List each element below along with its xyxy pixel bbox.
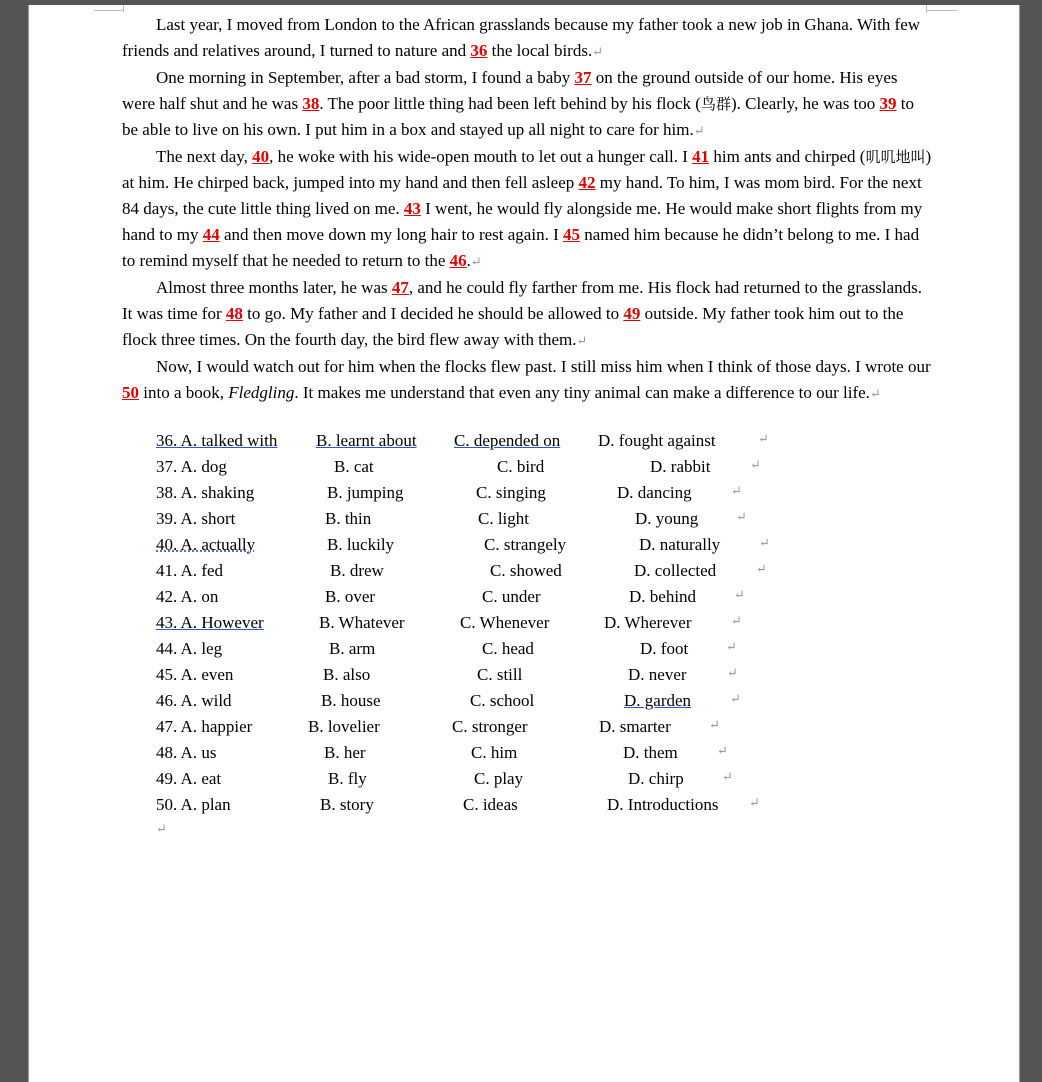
- option-d: D. garden: [624, 691, 692, 710]
- blank-45: 45: [562, 225, 580, 244]
- option-a: 47. A. happier: [156, 717, 253, 736]
- question-row-45: [156, 662, 856, 688]
- paragraph-mark: ↵: [734, 587, 745, 602]
- option-a: 50. A. plan: [156, 795, 231, 814]
- option-a: 48. A. us: [156, 743, 217, 762]
- question-row-46: [156, 688, 856, 714]
- cloze-passage: [122, 12, 932, 407]
- option-a: 38. A. shaking: [156, 483, 255, 502]
- option-c: C. light: [478, 509, 530, 528]
- option-b: B. arm: [329, 639, 376, 658]
- paragraph-mark: ↵: [756, 561, 767, 576]
- text: named him because he didn’t belong to me. I had to remind myself that he needed to return to the: [122, 225, 920, 270]
- paragraph-3: [122, 144, 932, 275]
- paragraph-mark: ↵: [731, 613, 742, 628]
- question-row-43: [156, 610, 856, 636]
- text: into a book,: [139, 383, 229, 402]
- option-a: 45. A. even: [156, 665, 234, 684]
- option-a: 41. A. fed: [156, 561, 224, 580]
- paragraph-5: [122, 354, 932, 407]
- option-c: C. still: [477, 665, 523, 684]
- option-c: C. head: [482, 639, 534, 658]
- text: ) at him. He chirped back, jumped into my hand and then fell asleep: [122, 147, 932, 192]
- question-row-41: [156, 558, 856, 584]
- paragraph-mark: ↵: [869, 386, 881, 401]
- text: outside. My father took him out to the flock three times. On the fourth day, the bird flew away with them.: [122, 304, 904, 349]
- question-row-39: [156, 506, 856, 532]
- blank-40: 40: [252, 147, 270, 166]
- blank-38: 38: [302, 94, 320, 113]
- question-row-44: [156, 636, 856, 662]
- option-b: B. jumping: [327, 483, 404, 502]
- blank-43: 43: [403, 199, 421, 218]
- text: to go. My father and I decided he should be allowed to: [242, 304, 624, 323]
- text: Now, I would watch out for him when the flocks flew past. I still miss him when I think of those days. I wrote our: [156, 357, 931, 376]
- chinese-gloss: 鸟群: [700, 95, 731, 113]
- option-c: C. strangely: [484, 535, 567, 554]
- blank-49: 49: [623, 304, 641, 323]
- question-row-42: [156, 584, 856, 610]
- option-c: C. singing: [476, 483, 546, 502]
- paragraph-mark: ↵: [717, 743, 728, 758]
- option-b: B. drew: [330, 561, 384, 580]
- option-c: C. bird: [497, 457, 545, 476]
- paragraph-mark: ↵: [726, 639, 737, 654]
- option-d: D. naturally: [639, 535, 721, 554]
- paragraph-mark: ↵: [750, 457, 761, 472]
- option-b: B. over: [325, 587, 376, 606]
- blank-44: 44: [202, 225, 220, 244]
- option-d: D. them: [623, 743, 678, 762]
- paragraph-mark: ↵: [592, 44, 604, 59]
- question-row-40: [156, 532, 856, 558]
- paragraph-mark: ↵: [731, 483, 742, 498]
- option-d: D. Introductions: [607, 795, 719, 814]
- option-d: D. young: [635, 509, 699, 528]
- option-c: C. under: [482, 587, 541, 606]
- option-d: D. smarter: [599, 717, 671, 736]
- option-c: C. depended on: [454, 431, 561, 450]
- book-title: Fledgling: [228, 383, 295, 402]
- blank-48: 48: [225, 304, 243, 323]
- option-a: 36. A. talked with: [156, 431, 278, 450]
- option-c: C. play: [474, 769, 524, 788]
- blank-42: 42: [578, 173, 596, 192]
- document-page: [28, 5, 1020, 1082]
- option-a: 40. A. actually: [156, 535, 256, 554]
- option-b: B. cat: [334, 457, 374, 476]
- option-a: 44. A. leg: [156, 639, 223, 658]
- paragraph-mark: ↵: [722, 769, 733, 784]
- paragraph-mark: ↵: [693, 123, 705, 138]
- option-a: 42. A. on: [156, 587, 219, 606]
- corner-mark-right: [927, 10, 957, 11]
- text: . The poor little thing had been left behind by his flock (: [319, 94, 701, 113]
- paragraph-mark: ↵: [730, 691, 741, 706]
- option-d: D. behind: [629, 587, 697, 606]
- option-a: 37. A. dog: [156, 457, 227, 476]
- blank-36: 36: [470, 41, 488, 60]
- question-row-38: [156, 480, 856, 506]
- question-row-49: [156, 766, 856, 792]
- option-b: B. Whatever: [319, 613, 405, 632]
- option-b: B. learnt about: [316, 431, 417, 450]
- text: .: [466, 251, 471, 270]
- question-row-50: [156, 792, 856, 818]
- question-row-47: [156, 714, 856, 740]
- option-d: D. chirp: [628, 769, 684, 788]
- text: , and he could fly farther from me. His flock had returned to the grasslands. It was time for: [122, 278, 923, 323]
- paragraph-mark: ↵: [736, 509, 747, 524]
- option-b: B. luckily: [327, 535, 395, 554]
- blank-37: 37: [574, 68, 592, 87]
- option-d: D. dancing: [617, 483, 692, 502]
- option-b: B. her: [324, 743, 366, 762]
- paragraph-mark: ↵: [749, 795, 760, 810]
- paragraph-1: [122, 12, 932, 65]
- option-b: B. fly: [328, 769, 367, 788]
- option-a: 43. A. However: [156, 613, 264, 632]
- text: on the ground outside of our home. His eyes were half shut and he was: [122, 68, 898, 113]
- paragraph-mark: ↵: [727, 665, 738, 680]
- option-d: D. foot: [640, 639, 689, 658]
- option-d: D. fought against: [598, 431, 716, 450]
- option-c: C. him: [471, 743, 518, 762]
- paragraph-mark: ↵: [576, 333, 588, 348]
- option-a: 39. A. short: [156, 509, 236, 528]
- blank-41: 41: [692, 147, 710, 166]
- paragraph-2: [122, 65, 932, 144]
- paragraph-mark: ↵: [709, 717, 720, 732]
- option-b: B. story: [320, 795, 374, 814]
- text: the local birds.: [487, 41, 593, 60]
- text: to be able to live on his own. I put him in a box and stayed up all night to care for him.: [122, 94, 915, 139]
- option-c: C. school: [470, 691, 535, 710]
- paragraph-mark: ↵: [470, 254, 482, 269]
- question-row-48: [156, 740, 856, 766]
- option-d: D. collected: [634, 561, 717, 580]
- text: Almost three months later, he was: [156, 278, 392, 297]
- option-d: D. rabbit: [650, 457, 711, 476]
- option-c: C. stronger: [452, 717, 528, 736]
- chinese-gloss: 叽叽地叫: [865, 148, 926, 166]
- option-c: C. ideas: [463, 795, 518, 814]
- paragraph-mark: ↵: [758, 431, 769, 446]
- option-c: C. showed: [490, 561, 562, 580]
- option-d: D. never: [628, 665, 687, 684]
- question-row-36: [156, 428, 856, 454]
- option-b: B. thin: [325, 509, 372, 528]
- blank-50: 50: [122, 383, 139, 402]
- option-a: 46. A. wild: [156, 691, 232, 710]
- paragraph-mark: ↵: [156, 821, 167, 836]
- text: The next day,: [156, 147, 253, 166]
- text: I went, he would fly alongside me. He would make short flights from my hand to my: [122, 199, 923, 244]
- blank-39: 39: [879, 94, 897, 113]
- blank-46: 46: [449, 251, 467, 270]
- option-b: B. also: [323, 665, 371, 684]
- empty-paragraph: [156, 818, 856, 844]
- option-b: B. lovelier: [308, 717, 380, 736]
- answer-options: [156, 428, 856, 844]
- text: One morning in September, after a bad storm, I found a baby: [156, 68, 575, 87]
- blank-47: 47: [391, 278, 409, 297]
- option-d: D. Wherever: [604, 613, 692, 632]
- text: him ants and chirped (: [709, 147, 866, 166]
- option-c: C. Whenever: [460, 613, 550, 632]
- text: Last year, I moved from London to the African grasslands because my father took a new job in Ghana. With few friends and relatives around, I turned to nature and: [122, 15, 921, 60]
- option-a: 49. A. eat: [156, 769, 222, 788]
- text: and then move down my long hair to rest again. I: [219, 225, 563, 244]
- text: ). Clearly, he was too: [730, 94, 880, 113]
- text: my hand. To him, I was mom bird. For the next 84 days, the cute little thing lived on me.: [122, 173, 922, 218]
- paragraph-mark: ↵: [759, 535, 770, 550]
- option-b: B. house: [321, 691, 381, 710]
- text: . It makes me understand that even any tiny animal can make a difference to our life.: [294, 383, 870, 402]
- paragraph-4: [122, 275, 932, 354]
- question-row-37: [156, 454, 856, 480]
- corner-mark-left: [94, 10, 124, 11]
- text: , he woke with his wide-open mouth to let out a hunger call. I: [269, 147, 693, 166]
